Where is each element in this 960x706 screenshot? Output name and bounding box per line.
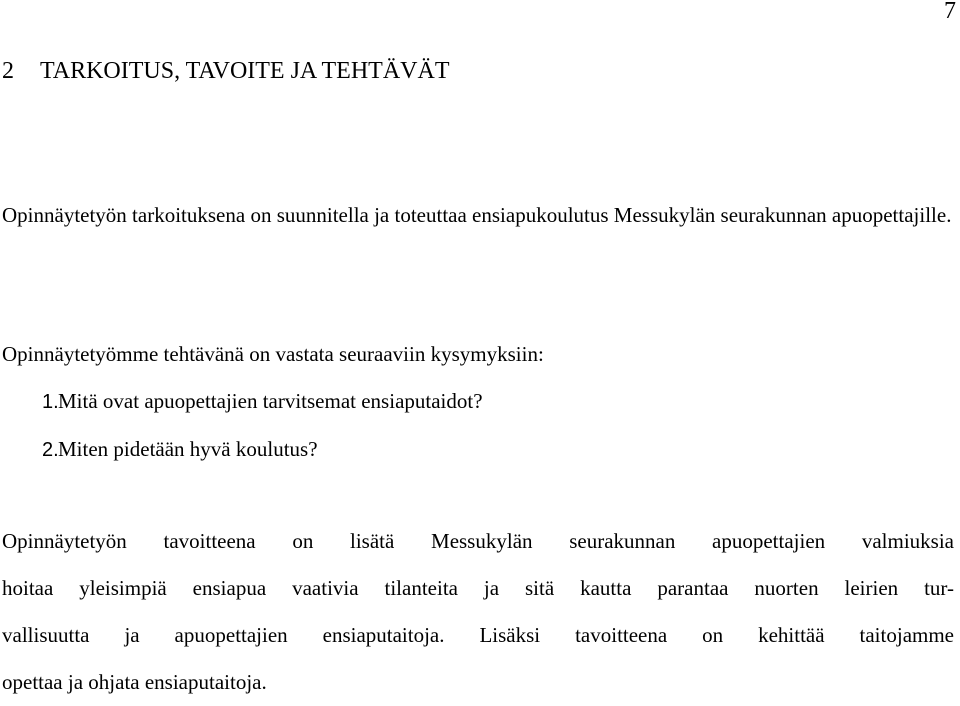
- list-item: [2, 426, 483, 474]
- list-item-text: Miten pidetään hyvä koulutus?: [58, 437, 318, 461]
- list-marker: 2.: [42, 439, 59, 461]
- goal-line: opettaa ja ohjata ensiaputaitoja.: [2, 670, 267, 694]
- page-number: 7: [944, 0, 956, 24]
- goal-line: vallisuutta ja apuopettajien ensiaputaitoja. Lisäksi tavoitteena on kehittää taitojamme: [2, 623, 954, 647]
- goal-line: Opinnäytetyön tavoitteena on lisätä Messukylän seurakunnan apuopettajien valmiuksia: [2, 529, 954, 553]
- purpose-paragraph: Opinnäytetyön tarkoituksena on suunnitella ja toteuttaa ensiapukoulutus Messukylän seurakunnan apuopettajille.: [2, 203, 952, 227]
- section-title: TARKOITUS, TAVOITE JA TEHTÄVÄT: [40, 58, 450, 84]
- section-heading: [2, 58, 449, 85]
- task-intro-paragraph: Opinnäytetyömme tehtävänä on vastata seuraaviin kysymyksiin:: [2, 342, 544, 366]
- goal-line: hoitaa yleisimpiä ensiapua vaativia tilanteita ja sitä kautta parantaa nuorten leirien tur-: [2, 576, 954, 600]
- list-marker: 1.: [42, 391, 59, 413]
- goal-paragraph: [2, 518, 954, 706]
- list-item-text: Mitä ovat apuopettajien tarvitsemat ensiaputaidot?: [58, 389, 483, 413]
- section-number: 2: [2, 58, 14, 84]
- list-item: [2, 378, 483, 426]
- question-list: [2, 378, 483, 474]
